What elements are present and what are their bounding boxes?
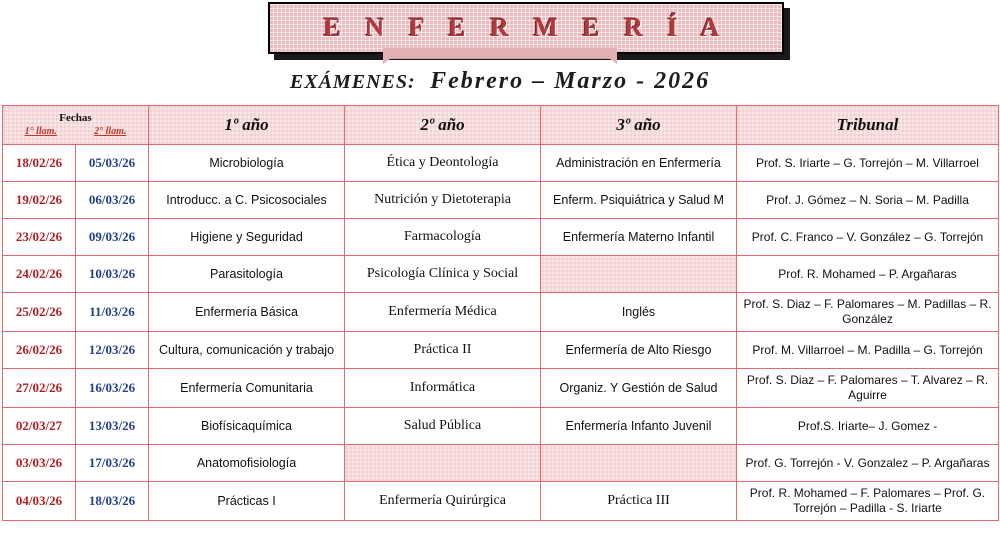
cell-date-1: 18/02/26 [3,145,76,182]
table-row [3,332,999,369]
table-row [3,256,999,293]
cell-year2-subject: Ética y Deontología [345,145,541,182]
cell-year1-subject: Anatomofisiología [149,445,345,482]
table-row [3,369,999,408]
cell-year3-subject: Administración en Enfermería [541,145,737,182]
cell-date-2: 11/03/26 [76,293,149,332]
cell-year1-subject: Enfermería Comunitaria [149,369,345,408]
subtitle-period: Febrero – Marzo - 2026 [430,68,711,94]
cell-year1-subject: Higiene y Seguridad [149,219,345,256]
cell-year2-subject: Psicología Clínica y Social [345,256,541,293]
cell-date-2: 18/03/26 [76,482,149,521]
cell-year2-subject [345,445,541,482]
cell-date-2: 16/03/26 [76,369,149,408]
subtitle [0,68,1000,95]
cell-tribunal: Prof. S. Diaz – F. Palomares – T. Alvarez – R. Aguirre [737,369,999,408]
cell-year2-subject: Nutrición y Dietoterapia [345,182,541,219]
cell-year2-subject: Enfermería Médica [345,293,541,332]
ribbon-band [383,48,617,59]
cell-date-1: 23/02/26 [3,219,76,256]
cell-tribunal: Prof. S. Diaz – F. Palomares – M. Padillas – R. González [737,293,999,332]
cell-year3-subject: Enfermería Infanto Juvenil [541,408,737,445]
cell-tribunal: Prof. J. Gómez – N. Soria – M. Padilla [737,182,999,219]
cell-date-1: 04/03/26 [3,482,76,521]
cell-year1-subject: Parasitología [149,256,345,293]
cell-year1-subject: Cultura, comunicación y trabajo [149,332,345,369]
cell-tribunal: Prof. S. Iriarte – G. Torrejón – M. Villarroel [737,145,999,182]
cell-year3-subject: Organiz. Y Gestión de Salud [541,369,737,408]
ribbon-tail-left-icon [383,48,405,64]
table-row [3,408,999,445]
cell-year1-subject: Biofísicaquímica [149,408,345,445]
page-title: E N F E R M E R Í A [323,13,729,42]
cell-tribunal: Prof. R. Mohamed – F. Palomares – Prof. G. Torrejón – Padilla - S. Iriarte [737,482,999,521]
header-llamado-1: 1° llam. [24,126,57,137]
cell-tribunal: Prof. R. Mohamed – P. Argañaras [737,256,999,293]
header-llamado-2: 2° llam. [94,126,127,137]
table-row [3,182,999,219]
cell-year2-subject: Informática [345,369,541,408]
title-banner [268,2,784,54]
cell-year3-subject [541,256,737,293]
header-fechas-label: Fechas [59,112,92,124]
table-body [3,145,999,521]
header-year-3: 3º año [541,106,737,145]
cell-date-1: 19/02/26 [3,182,76,219]
cell-date-1: 27/02/26 [3,369,76,408]
table-row [3,293,999,332]
cell-date-2: 10/03/26 [76,256,149,293]
header-year-2: 2º año [345,106,541,145]
banner-area [0,0,1000,62]
cell-year1-subject: Prácticas I [149,482,345,521]
cell-year2-subject: Salud Pública [345,408,541,445]
cell-date-2: 13/03/26 [76,408,149,445]
cell-tribunal: Prof. M. Villarroel – M. Padilla – G. Torrejón [737,332,999,369]
table-row [3,145,999,182]
cell-date-2: 05/03/26 [76,145,149,182]
cell-date-2: 06/03/26 [76,182,149,219]
cell-year2-subject: Enfermería Quirúrgica [345,482,541,521]
table-row [3,445,999,482]
header-year-1: 1º año [149,106,345,145]
cell-date-1: 26/02/26 [3,332,76,369]
table-header-row [3,106,999,145]
cell-date-2: 09/03/26 [76,219,149,256]
cell-date-1: 02/03/27 [3,408,76,445]
cell-year2-subject: Práctica II [345,332,541,369]
header-tribunal: Tribunal [737,106,999,145]
cell-year1-subject: Microbiología [149,145,345,182]
cell-year3-subject: Inglés [541,293,737,332]
cell-tribunal: Prof. G. Torrejón - V. Gonzalez – P. Argañaras [737,445,999,482]
cell-year2-subject: Farmacología [345,219,541,256]
cell-tribunal: Prof. C. Franco – V. González – G. Torrejón [737,219,999,256]
cell-date-2: 17/03/26 [76,445,149,482]
cell-year3-subject [541,445,737,482]
cell-year1-subject: Enfermería Básica [149,293,345,332]
exam-schedule-table [2,105,999,521]
header-fechas [3,106,149,145]
ribbon-tail-right-icon [595,48,617,64]
cell-year3-subject: Enfermería de Alto Riesgo [541,332,737,369]
cell-year3-subject: Enfermería Materno Infantil [541,219,737,256]
cell-date-1: 25/02/26 [3,293,76,332]
cell-year3-subject: Práctica III [541,482,737,521]
table-row [3,482,999,521]
cell-date-2: 12/03/26 [76,332,149,369]
table-row [3,219,999,256]
cell-tribunal: Prof.S. Iriarte– J. Gomez - [737,408,999,445]
cell-date-1: 24/02/26 [3,256,76,293]
subtitle-label: EXÁMENES: [289,71,416,93]
cell-year3-subject: Enferm. Psiquiátrica y Salud M [541,182,737,219]
cell-year1-subject: Introducc. a C. Psicosociales [149,182,345,219]
cell-date-1: 03/03/26 [3,445,76,482]
